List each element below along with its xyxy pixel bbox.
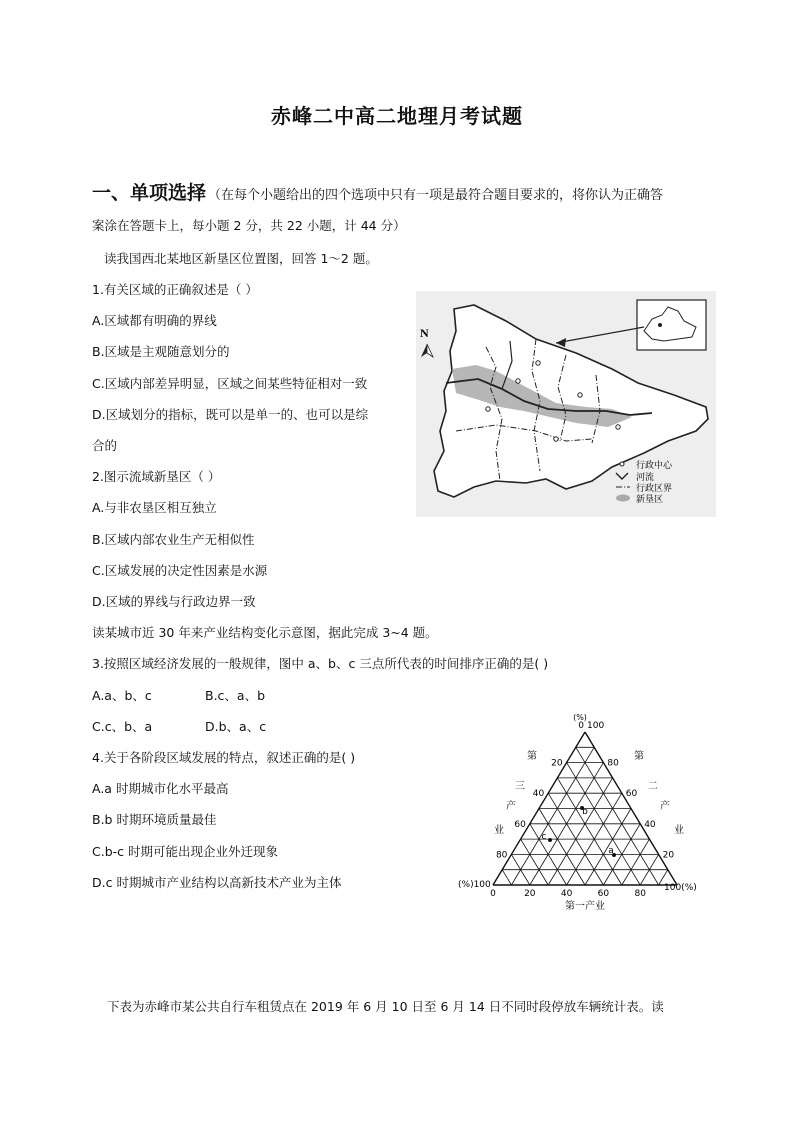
q4-option-b: B.b 时期环境质量最佳 [92, 812, 217, 827]
section-instructions-cont: 案涂在答题卡上，每小题 2 分，共 22 小题，计 44 分） [92, 218, 406, 233]
admin-center [536, 361, 540, 365]
tertiary-label-3: 产 [506, 801, 516, 812]
admin-center [554, 437, 558, 441]
top-zero-label: 0 [578, 721, 584, 731]
q4-option-a: A.a 时期城市化水平最高 [92, 781, 229, 796]
q3-option-a: A.a、b、c [92, 688, 152, 703]
secondary-label-2: 二 [648, 781, 658, 792]
q2-option-b: B.区域内部农业生产无相似性 [92, 532, 255, 547]
q3-option-b: B.c、a、b [205, 688, 266, 703]
grid-line-right [548, 778, 612, 885]
top-hundred-label: 100 [587, 721, 605, 731]
secondary-label-4: 业 [674, 825, 684, 836]
q3-option-c: C.c、b、a [92, 719, 153, 734]
point-label-b: b [582, 807, 588, 817]
q1-option-a: A.区域都有明确的界线 [92, 313, 217, 328]
right-percent-label: 100(%) [664, 883, 697, 893]
bottom-tick-label: 20 [524, 889, 536, 899]
q1-option-d: D.区域划分的指标，既可以是单一的、也可以是综 [92, 407, 369, 422]
section-heading [92, 178, 663, 205]
left-percent-label: (%)100 [458, 880, 491, 890]
footer-text: 下表为赤峰市某公共自行车租赁点在 2019 年 6 月 10 日至 6 月 14 日不同时段停放车辆统计表。读 [107, 999, 664, 1014]
legend-zone-symbol [616, 495, 630, 502]
legend-zone-label: 新垦区 [636, 495, 664, 505]
reclamation-map [416, 291, 716, 517]
q4-option-d: D.c 时期城市产业结构以高新技术产业为主体 [92, 875, 342, 890]
q4-stem: 4.关于各阶段区域发展的特点，叙述正确的是( ) [92, 750, 356, 765]
tertiary-label-4: 业 [494, 825, 504, 836]
q1-option-b: B.区域是主观随意划分的 [92, 344, 230, 359]
q2-option-d: D.区域的界线与行政边界一致 [92, 594, 256, 609]
section-instructions: （在每个小题给出的四个选项中只有一项是最符合题目要求的，将你认为正确答 [208, 188, 664, 203]
secondary-label-3: 产 [660, 801, 670, 812]
q2-option-a: A.与非农垦区相互独立 [92, 500, 217, 515]
intro-q1-2: 读我国西北某地区新垦区位置图，回答 1～2 题。 [104, 251, 378, 266]
legend-center-label: 行政中心 [636, 461, 673, 471]
left-tick-label: 20 [551, 758, 563, 769]
q3-stem: 3.按照区域经济发展的一般规律，图中 a、b、c 三点所代表的时间排序正确的是( ) [92, 656, 549, 671]
q4-option-c: C.b-c 时期可能出现企业外迁现象 [92, 844, 278, 859]
point-label-a: a [608, 846, 614, 856]
inset-location-dot [658, 323, 662, 327]
q2-stem: 2.图示流域新垦区（ ） [92, 469, 221, 484]
left-tick-label: 80 [495, 850, 508, 861]
right-tick-label: 80 [607, 758, 619, 769]
top-percent-label: (%) [573, 713, 587, 722]
legend-center-symbol [620, 462, 624, 466]
industry-ternary-diagram [456, 712, 698, 914]
bottom-tick-label: 0 [490, 889, 496, 899]
q3-option-d: D.b、a、c [205, 719, 267, 734]
left-tick-label: 60 [514, 819, 526, 830]
admin-center [486, 407, 490, 411]
ternary-grid [490, 732, 677, 899]
intro-q3-4: 读某城市近 30 年来产业结构变化示意图，据此完成 3~4 题。 [92, 625, 438, 640]
bottom-tick-label: 60 [597, 889, 610, 899]
legend-boundary-label: 行政区界 [636, 484, 673, 494]
north-label: N [420, 326, 429, 340]
admin-center [616, 425, 620, 429]
legend-river-label: 河流 [636, 473, 655, 483]
page-title: 赤峰二中高二地理月考试题 [271, 104, 523, 128]
grid-line-left [539, 809, 585, 886]
left-tick-label: 40 [532, 789, 545, 800]
point-c [548, 838, 552, 842]
right-tick-label: 20 [662, 850, 675, 861]
grid-line-left [557, 778, 621, 885]
map-svg [416, 291, 716, 517]
bottom-tick-label: 40 [560, 889, 573, 899]
point-label-c: c [541, 832, 547, 842]
grid-line-left [502, 870, 511, 885]
q1-option-c: C.区域内部差异明显，区域之间某些特征相对一致 [92, 376, 368, 391]
tertiary-label-2: 三 [515, 781, 525, 792]
q2-option-c: C.区域发展的决定性因素是水源 [92, 563, 268, 578]
ternary-svg [456, 712, 698, 914]
right-tick-label: 40 [644, 819, 656, 830]
q1-option-d-cont: 合的 [92, 438, 118, 453]
primary-label: 第一产业 [565, 901, 605, 912]
bottom-tick-label: 80 [634, 889, 646, 899]
tertiary-label-1: 第 [527, 751, 537, 762]
section-title: 一、单项选择 [92, 182, 207, 204]
secondary-label-1: 第 [634, 751, 644, 762]
q1-stem: 1.有关区域的正确叙述是（ ） [92, 282, 258, 297]
admin-center [516, 379, 520, 383]
admin-center [578, 393, 582, 397]
right-tick-label: 60 [625, 789, 638, 800]
